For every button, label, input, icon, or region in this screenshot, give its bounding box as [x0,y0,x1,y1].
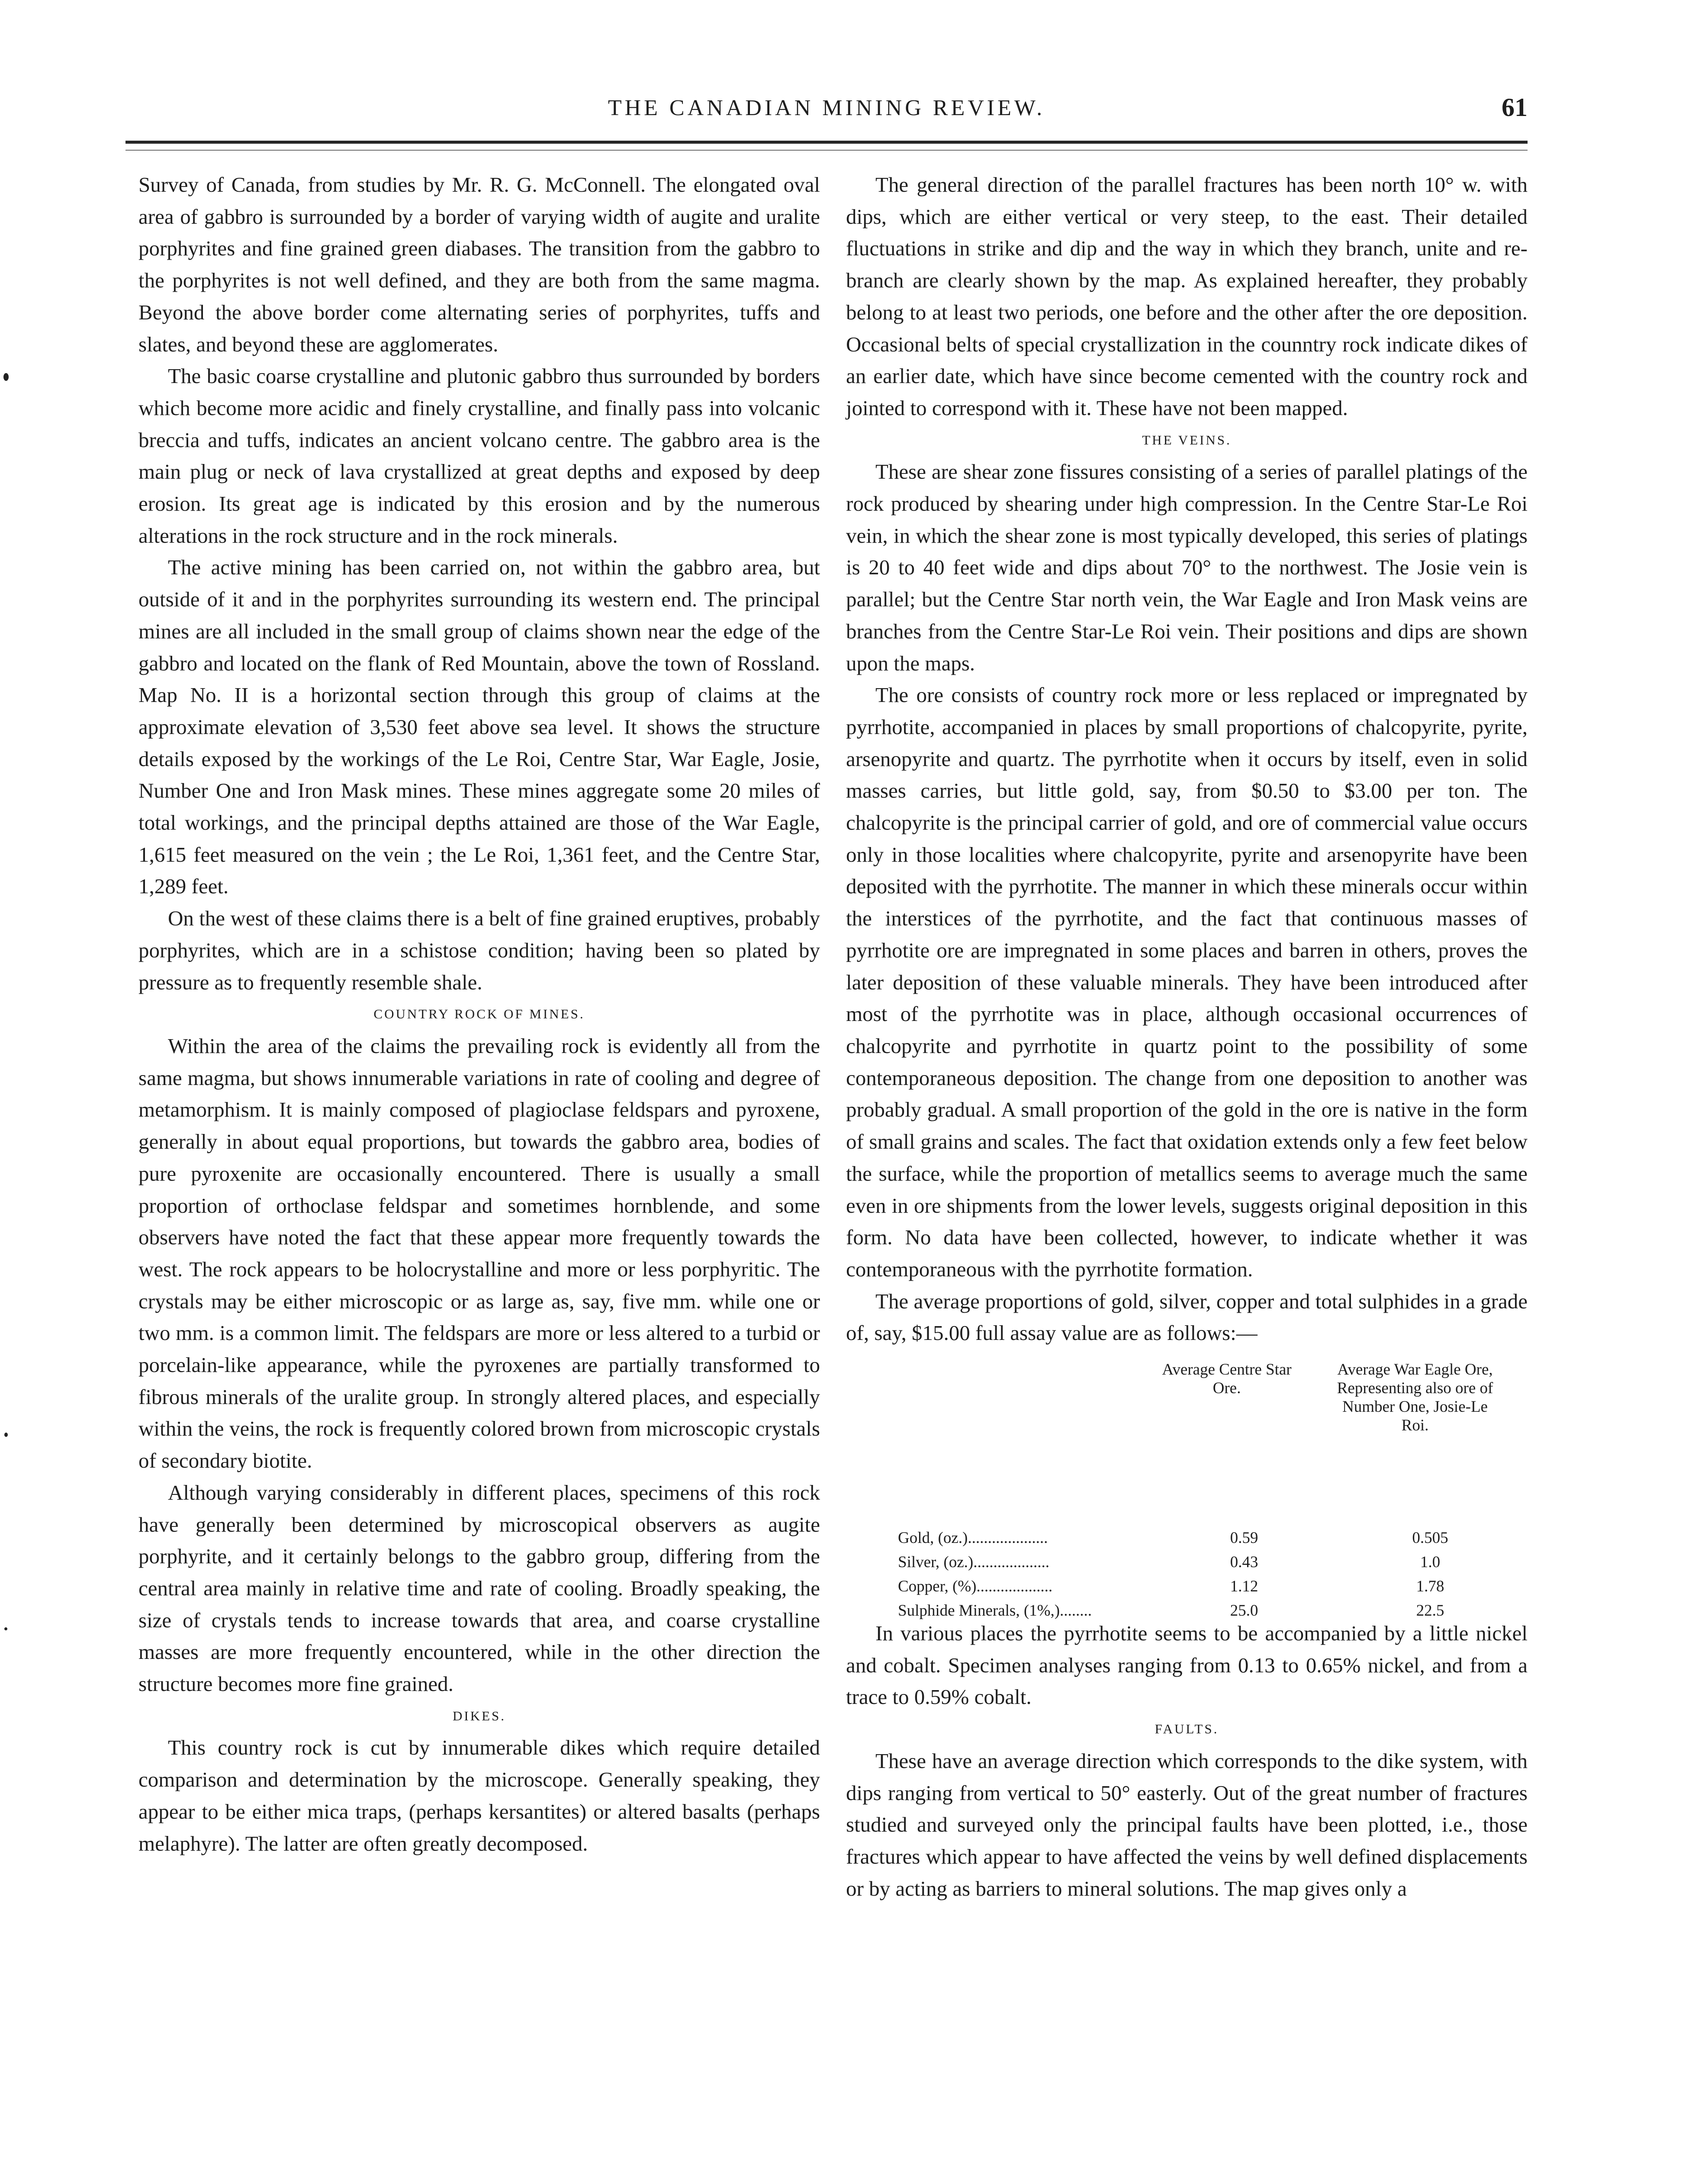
table-row [898,1522,1486,1546]
section-heading-veins: THE VEINS. [1142,432,1232,448]
paragraph: This country rock is cut by innumerable dikes which require detailed comparison and determination by the microscope. Generally speaking, they appear to be either mica traps, (perhaps kersantites) or altered basalts (perhaps melaphyre). The latter are often greatly decomposed. [138,1736,820,1855]
row-label: Gold, (oz.).................... [898,1529,1048,1547]
header-rule-thick [125,141,1528,144]
section-heading-dikes: DIKES. [452,1708,506,1723]
row-label: Sulphide Minerals, (1%,)........ [898,1602,1092,1620]
row-label: Copper, (%)................... [898,1578,1053,1596]
journal-title: THE CANADIAN MINING REVIEW. [608,96,1045,120]
assay-table [846,1349,1528,1620]
war-eagle-value: 1.0 [1420,1553,1441,1571]
right-column [846,169,1528,1904]
table-row [898,1546,1486,1571]
table-row [898,1595,1486,1619]
scan-speck [4,1627,7,1630]
paragraph: Although varying considerably in different places, specimens of this rock have generally been determined by microscopical observers as augite porphyrite, and it certainly belongs to the gabbro group, differing from the central area mainly in relative time and rate of cooling. Broadly speaking, the size of crystals tends to increase towards that area, and coarse crystalline masses are more frequently encountered, while in the other direction the structure becomes more fine grained. [138,1480,820,1696]
paragraph: In various places the pyrrhotite seems to be accompanied by a little nickel and cobalt. Specimen analyses ranging from 0.13 to 0.65% nickel, and from a trace to 0.59% cobalt. [846,1621,1528,1709]
paragraph: The active mining has been carried on, not within the gabbro area, but outside of it and in the porphyrites surrounding its western end. The principal mines are all included in the small group of claims shown near the edge of the gabbro and located on the flank of Red Mountain, above the town of Rossland. Map No. II is a horizontal section through this group of claims at the approximate elevation of 3,530 feet above sea level. It shows the structure details exposed by the workings of the Le Roi, Centre Star, War Eagle, Josie, Number One and Iron Mask mines. These mines aggregate some 20 miles of total workings, and the principal depths attained are those of the War Eagle, 1,615 feet measured on the vein ; the Le Roi, 1,361 feet, and the Centre Star, 1,289 feet. [138,555,820,898]
paragraph: On the west of these claims there is a belt of fine grained eruptives, probably porphyrites, which are in a schistose condition; having been so plated by pressure as to frequently resemble shale. [138,906,820,994]
row-label: Silver, (oz.)................... [898,1553,1049,1571]
page-header [125,87,1528,134]
table-header-centre-star: Average Centre Star Ore. [1162,1361,1292,1398]
table-header-war-eagle: Average War Eagle Ore, Representing also ore of Number One, Josie-Le Roi. [1337,1361,1493,1435]
centre-star-value: 25.0 [1230,1602,1258,1620]
section-heading-faults: FAULTS. [1155,1721,1219,1737]
centre-star-value: 1.12 [1230,1578,1258,1596]
scan-speck [3,373,9,381]
paragraph: These have an average direction which corresponds to the dike system, with dips ranging from vertical to 50° easterly. Out of the great number of fractures studied and surveyed only the principal faults have been plotted, i.e., those fractures which appear to have affected the veins by well defined displacements or by acting as barriers to mineral solutions. The map gives only a [846,1749,1528,1900]
war-eagle-value: 1.78 [1416,1578,1444,1596]
paragraph: These are shear zone fissures consisting of a series of parallel platings of the rock produced by shearing under high compression. In the Centre Star-Le Roi vein, in which the shear zone is most typically developed, this series of platings is 20 to 40 feet wide and dips about 70° to the northwest. The Josie vein is parallel; but the Centre Star north vein, the War Eagle and Iron Mask veins are branches from the Centre Star-Le Roi vein. Their positions and dips are shown upon the maps. [846,460,1528,675]
paragraph: The general direction of the parallel fractures has been north 10° w. with dips, which are either vertical or very steep, to the east. Their detailed fluctuations in strike and dip and the way in which they branch, unite and re-branch are clearly shown by the map. As explained hereafter, they probably belong to at least two periods, one before and the other after the ore deposition. Occasional belts of special crystallization in the counntry rock indicate dikes of an earlier date, which have since become cemented with the country rock and jointed to correspond with it. These have not been mapped. [846,173,1528,420]
header-rule-thin [125,150,1528,151]
centre-star-value: 0.43 [1230,1553,1258,1571]
left-column [138,169,820,1859]
centre-star-value: 0.59 [1230,1529,1258,1547]
table-row [898,1571,1486,1595]
paragraph: The ore consists of country rock more or less replaced or impregnated by pyrrhotite, accompanied in places by small proportions of chalcopyrite, pyrite, arsenopyrite and quartz. The pyrrhotite when it occurs by itself, even in solid masses carries, but little gold, say, from $0.50 to $3.00 per ton. The chalcopyrite is the principal carrier of gold, and ore of commercial value occurs only in those localities where chalcopyrite, pyrite and arsenopyrite have been deposited with the pyrrhotite. The manner in which these minerals occur within the interstices of the pyrrhotite, and the fact that continuous masses of pyrrhotite ore are impregnated in some places and barren in others, proves the later deposition of these valuable minerals. They have been introduced after most of the pyrrhotite was in place, although occasional occurrences of chalcopyrite and pyrrhotite in quartz point to the possibility of some contemporaneous deposition. The change from one deposition to another was probably gradual. A small proportion of the gold in the ore is native in the form of small grains and scales. The fact that oxidation extends only a few feet below the surface, while the proportion of metallics seems to average much the same even in ore shipments from the lower levels, suggests original deposition in this form. No data have been collected, however, to indicate whether it was contemporaneous with the pyrrhotite formation. [846,683,1528,1281]
scan-speck [4,1433,8,1437]
page-number: 61 [1502,93,1528,122]
war-eagle-value: 0.505 [1412,1529,1448,1547]
paragraph: Survey of Canada, from studies by Mr. R. G. McConnell. The elongated oval area of gabbro is surrounded by a border of varying width of augite and uralite porphyrites and fine grained green diabases. The transition from the gabbro to the porphyrites is not well defined, and they are both from the same magma. Beyond the above border come alternating series of porphyrites, tuffs and slates, and beyond these are agglomerates. [138,173,820,356]
paragraph: The average proportions of gold, silver, copper and total sulphides in a grade of, say, $15.00 full assay value are as follows:— [846,1289,1528,1345]
war-eagle-value: 22.5 [1416,1602,1444,1620]
paragraph: The basic coarse crystalline and plutonic gabbro thus surrounded by borders which become more acidic and finely crystalline, and finally pass into volcanic breccia and tuffs, indicates an ancient volcano centre. The gabbro area is the main plug or neck of lava crystallized at great depths and exposed by deep erosion. Its great age is indicated by this erosion and by the numerous alterations in the rock structure and in the rock minerals. [138,364,820,547]
section-heading-country-rock: COUNTRY ROCK OF MINES. [373,1006,585,1022]
paragraph: Within the area of the claims the prevailing rock is evidently all from the same magma, but shows innumerable variations in rate of cooling and degree of metamorphism. It is mainly composed of plagioclase feldspars and pyroxene, generally in about equal proportions, but towards the gabbro area, bodies of pure pyroxenite are occasionally encountered. There is usually a small proportion of orthoclase feldspar and sometimes hornblende, and some observers have noted the fact that these appear more frequently towards the west. The rock appears to be holocrystalline and more or less porphyritic. The crystals may be either microscopic or as large as, say, five mm. while one or two mm. is a common limit. The feldspars are more or less altered to a turbid or porcelain-like appearance, while the pyroxenes are partially transformed to fibrous minerals of the uralite group. In strongly altered places, and especially within the veins, the rock is frequently colored brown from microscopic crystals of secondary biotite. [138,1034,820,1473]
